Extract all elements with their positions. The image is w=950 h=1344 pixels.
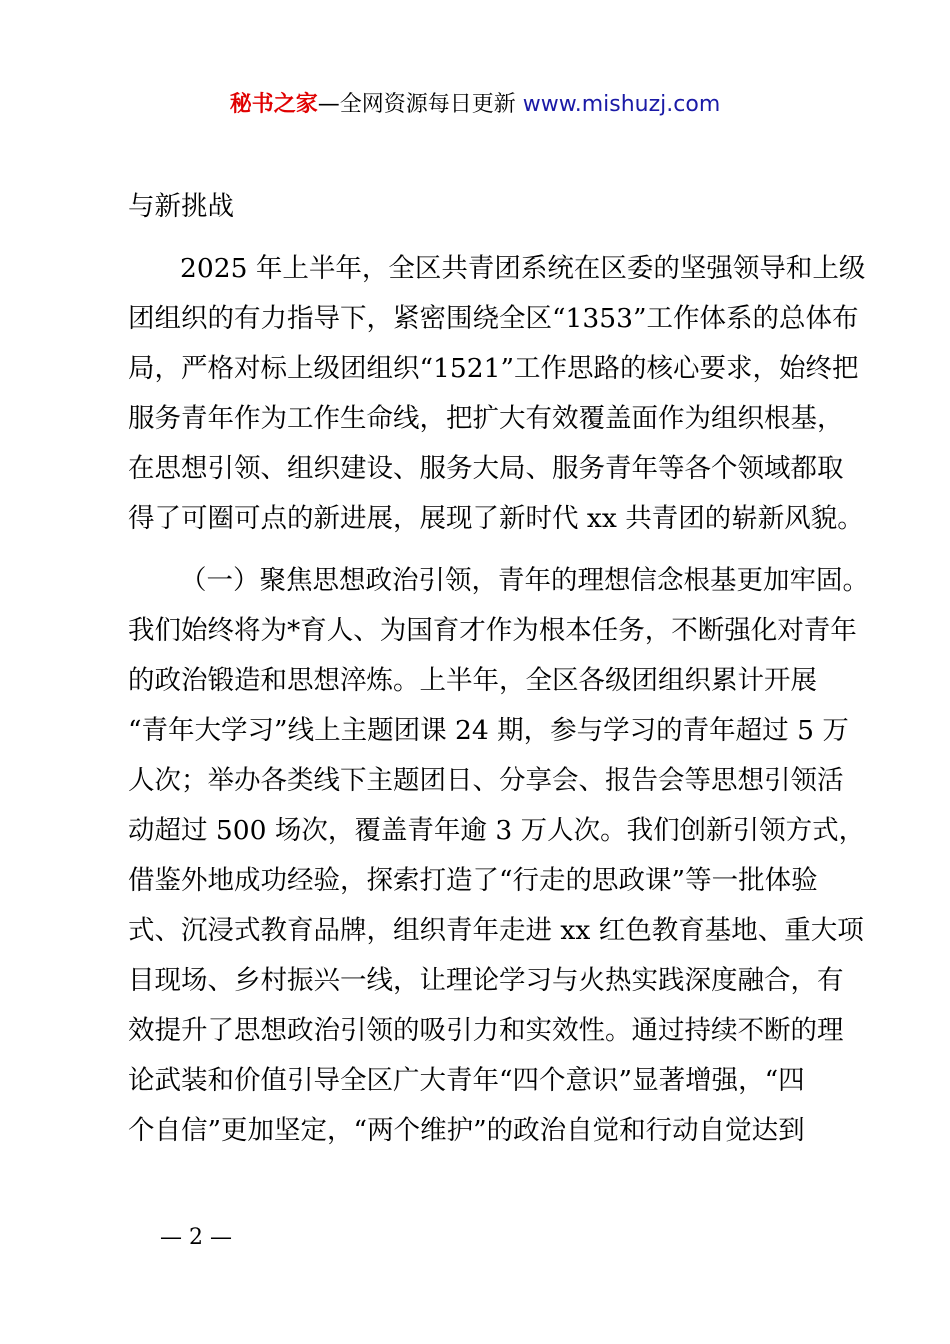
text-line: 效提升了思想政治引领的吸引力和实效性。通过持续不断的理: [128, 1015, 844, 1046]
text-line: 局，严格对标上级团组织“1521”工作思路的核心要求，始终把: [128, 353, 859, 384]
paragraph-first-line: 2025 年上半年，全区共青团系统在区委的坚强领导和上级: [180, 253, 866, 284]
text-line: 论武装和价值引导全区广大青年“四个意识”显著增强，“四: [128, 1065, 805, 1096]
page-number: — 2 —: [160, 1225, 232, 1250]
text-line: 在思想引领、组织建设、服务大局、服务青年等各个领域都取: [128, 453, 844, 484]
text-line: 人次；举办各类线下主题团日、分享会、报告会等思想引领活: [128, 765, 844, 796]
header-tagline: —全网资源每日更新: [317, 92, 523, 117]
section-heading-line: （一）聚焦思想政治引领，青年的理想信念根基更加牢固。: [180, 565, 869, 596]
text-line: 与新挑战: [128, 191, 234, 222]
document-body: [128, 182, 869, 1156]
text-line: 式、沉浸式教育品牌，组织青年走进 xx 红色教育基地、重大项: [128, 915, 864, 946]
text-line: 个自信”更加坚定，“两个维护”的政治自觉和行动自觉达到: [128, 1115, 805, 1146]
text-line: 得了可圈可点的新进展，展现了新时代 xx 共青团的崭新风貌。: [128, 503, 864, 534]
text-line: 我们始终将为*育人、为国育才作为根本任务，不断强化对青年: [128, 615, 857, 646]
text-line: 团组织的有力指导下，紧密围绕全区“1353”工作体系的总体布: [128, 303, 859, 334]
text-line: 目现场、乡村振兴一线，让理论学习与火热实践深度融合，有: [128, 965, 844, 996]
website-link[interactable]: www.mishuzj.com: [522, 92, 721, 117]
text-line: 借鉴外地成功经验，探索打造了“行走的思政课”等一批体验: [128, 865, 818, 896]
text-line: 动超过 500 场次，覆盖青年逾 3 万人次。我们创新引领方式，: [128, 815, 866, 846]
brand-name: 秘书之家: [229, 92, 318, 117]
text-line: 服务青年作为工作生命线，把扩大有效覆盖面作为组织根基，: [128, 403, 844, 434]
text-line: “青年大学习”线上主题团课 24 期，参与学习的青年超过 5 万: [128, 715, 849, 746]
text-line: 的政治锻造和思想淬炼。上半年，全区各级团组织累计开展: [128, 665, 817, 696]
document-header: [0, 88, 950, 122]
